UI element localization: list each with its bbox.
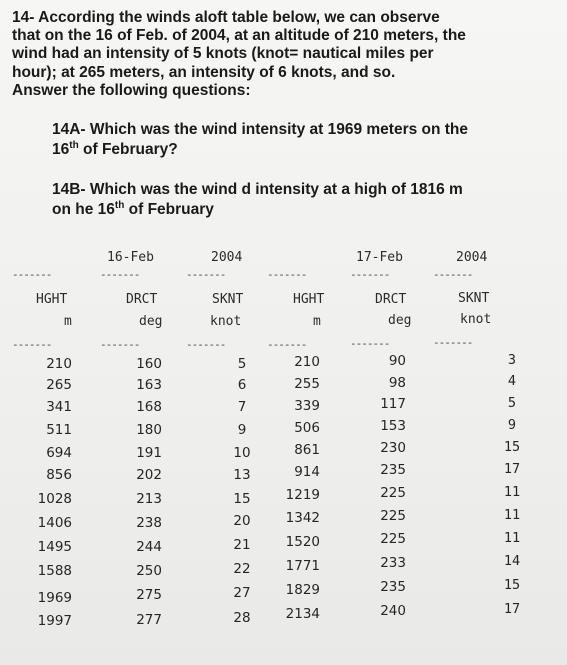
cell-hght-16feb: 1028 (37, 491, 72, 507)
date-17-feb: 17-Feb (356, 250, 403, 265)
cell-drct-17feb: 233 (380, 555, 406, 571)
cell-sknt-17feb: 5 (507, 395, 517, 411)
question-14a (52, 120, 468, 160)
cell-hght-16feb: 1997 (37, 613, 72, 629)
cell-drct-17feb: 225 (380, 485, 406, 501)
header-sknt-2: SKNT (458, 291, 490, 306)
question-14a-day: 16 (52, 141, 70, 158)
date-16-feb: 16-Feb (107, 250, 154, 265)
header-hght-1: HGHT (36, 292, 68, 307)
cell-sknt-17feb: 15 (503, 439, 521, 455)
question-14a-month: of February? (78, 141, 178, 158)
intro-line: hour); at 265 meters, an intensity of 6 knots, and so. (12, 63, 396, 81)
question-14b-month: of February (124, 201, 214, 218)
cell-sknt-17feb: 3 (507, 352, 517, 368)
separator-dashes: ------- (12, 268, 52, 281)
cell-sknt-17feb: 17 (503, 461, 521, 477)
cell-hght-16feb: 1406 (37, 515, 72, 531)
cell-hght-16feb: 210 (46, 356, 72, 372)
cell-drct-16feb: 250 (136, 563, 162, 579)
cell-drct-16feb: 191 (136, 445, 162, 461)
cell-hght-17feb: 506 (294, 420, 320, 436)
cell-sknt-17feb: 11 (503, 484, 521, 500)
question-14a-line1: 14A- Which was the wind intensity at 1969 meters on the (52, 121, 469, 138)
cell-drct-16feb: 160 (136, 356, 162, 372)
cell-hght-16feb: 694 (46, 445, 72, 461)
cell-drct-17feb: 117 (380, 396, 406, 412)
intro-line: 14- According the winds aloft table below, we can observe (12, 9, 440, 26)
cell-hght-17feb: 861 (294, 442, 320, 458)
cell-sknt-16feb: 22 (233, 561, 251, 577)
cell-sknt-17feb: 14 (503, 553, 521, 569)
cell-sknt-16feb: 9 (237, 422, 247, 438)
ordinal-suffix: th (69, 139, 79, 151)
cell-hght-16feb: 1969 (37, 590, 72, 606)
cell-drct-16feb: 277 (136, 612, 162, 628)
cell-drct-17feb: 98 (388, 375, 406, 391)
cell-drct-17feb: 240 (380, 603, 406, 619)
year-group2: 2004 (456, 250, 488, 265)
cell-hght-16feb: 341 (46, 399, 72, 415)
unit-deg-1: deg (139, 314, 163, 329)
cell-sknt-16feb: 10 (233, 445, 251, 461)
cell-drct-17feb: 153 (380, 418, 406, 434)
cell-hght-17feb: 1771 (285, 558, 320, 574)
cell-hght-17feb: 1829 (285, 582, 320, 598)
cell-drct-17feb: 225 (380, 531, 406, 547)
cell-hght-16feb: 1588 (37, 563, 72, 579)
cell-drct-16feb: 163 (136, 377, 162, 393)
cell-drct-16feb: 180 (136, 422, 162, 438)
cell-drct-17feb: 90 (388, 353, 406, 369)
cell-hght-16feb: 265 (46, 377, 72, 393)
cell-drct-17feb: 225 (380, 508, 406, 524)
cell-sknt-17feb: 11 (503, 530, 521, 546)
cell-sknt-17feb: 11 (503, 507, 521, 523)
cell-sknt-16feb: 6 (237, 377, 247, 393)
cell-drct-16feb: 244 (136, 539, 162, 555)
cell-sknt-16feb: 5 (237, 356, 247, 372)
cell-hght-17feb: 914 (294, 464, 320, 480)
cell-sknt-16feb: 15 (233, 491, 251, 507)
cell-sknt-17feb: 9 (507, 417, 517, 433)
question-14b-line2 (52, 200, 463, 220)
separator-dashes: ------- (350, 268, 390, 281)
cell-drct-16feb: 275 (136, 587, 162, 603)
separator-dashes: ------- (186, 268, 226, 281)
question-14b (52, 180, 463, 220)
year-group1: 2004 (211, 250, 243, 265)
cell-drct-16feb: 213 (136, 491, 162, 507)
question-14b-day: on he 16 (52, 201, 115, 218)
unit-m-1: m (64, 314, 72, 329)
cell-hght-17feb: 1219 (285, 487, 320, 503)
cell-hght-17feb: 1342 (285, 510, 320, 526)
question-14b-line1: 14B- Which was the wind d intensity at a high of 1816 m (52, 181, 463, 198)
unit-knot-1: knot (210, 314, 242, 329)
question-14a-line2 (52, 140, 468, 160)
cell-hght-16feb: 856 (46, 467, 72, 483)
header-drct-1: DRCT (126, 292, 158, 307)
separator-dashes: ------- (100, 268, 140, 281)
cell-drct-16feb: 168 (136, 399, 162, 415)
cell-hght-17feb: 255 (294, 376, 320, 392)
header-drct-2: DRCT (375, 292, 407, 307)
separator-dashes: ------- (186, 338, 226, 351)
separator-dashes: ------- (100, 338, 140, 351)
header-sknt-1: SKNT (212, 292, 244, 307)
separator-dashes: ------- (433, 336, 473, 349)
cell-hght-17feb: 1520 (285, 534, 320, 550)
cell-sknt-17feb: 15 (503, 577, 521, 593)
cell-sknt-16feb: 20 (233, 513, 251, 529)
cell-hght-17feb: 210 (294, 354, 320, 370)
cell-sknt-17feb: 17 (503, 601, 521, 617)
cell-drct-16feb: 202 (136, 467, 162, 483)
unit-knot-2: knot (460, 312, 492, 327)
separator-dashes: ------- (267, 338, 307, 351)
separator-dashes: ------- (433, 268, 473, 281)
unit-deg-2: deg (388, 313, 412, 328)
cell-hght-16feb: 511 (46, 422, 72, 438)
cell-hght-16feb: 1495 (37, 539, 72, 555)
header-hght-2: HGHT (293, 292, 325, 307)
cell-sknt-17feb: 4 (507, 373, 517, 389)
unit-m-2: m (313, 314, 321, 329)
separator-dashes: ------- (12, 338, 52, 351)
cell-drct-17feb: 235 (380, 462, 406, 478)
cell-sknt-16feb: 21 (233, 537, 251, 553)
cell-hght-17feb: 339 (294, 398, 320, 414)
cell-drct-17feb: 230 (380, 440, 406, 456)
cell-drct-16feb: 238 (136, 515, 162, 531)
intro-line: that on the 16 of Feb. of 2004, at an altitude of 210 meters, the (12, 27, 466, 45)
cell-sknt-16feb: 28 (233, 610, 251, 626)
cell-sknt-16feb: 13 (233, 467, 251, 483)
cell-hght-17feb: 2134 (285, 606, 320, 622)
separator-dashes: ------- (350, 337, 390, 350)
intro-line: wind had an intensity of 5 knots (knot= nautical miles per (12, 45, 434, 63)
intro-paragraph (12, 9, 552, 100)
cell-sknt-16feb: 27 (233, 585, 251, 601)
intro-line: Answer the following questions: (12, 81, 251, 99)
cell-drct-17feb: 235 (380, 579, 406, 595)
cell-sknt-16feb: 7 (237, 399, 247, 415)
separator-dashes: ------- (267, 268, 307, 281)
ordinal-suffix: th (114, 199, 125, 211)
